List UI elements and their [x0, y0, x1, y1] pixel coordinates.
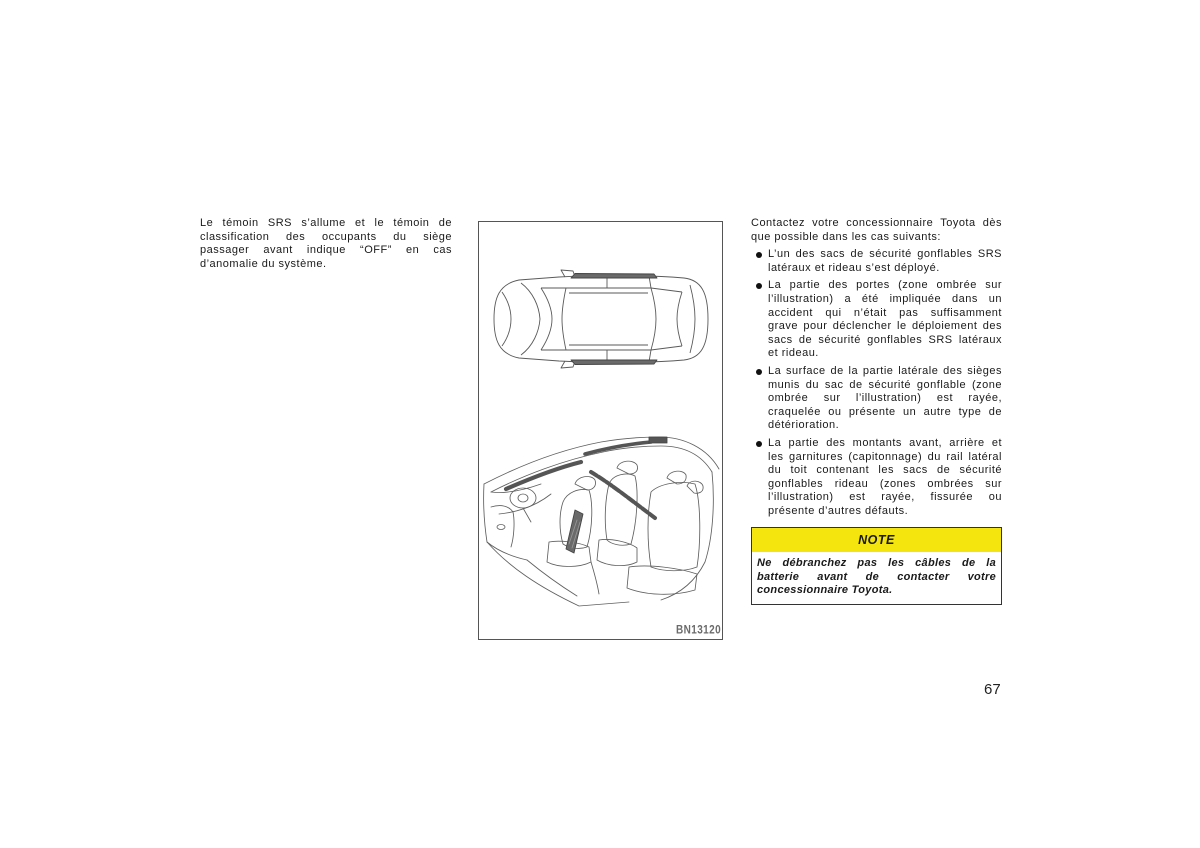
text-line: l’illustration) est rayée, fissurée ou	[768, 491, 1002, 504]
text-line: latéraux et rideau s’est déployé.	[768, 261, 940, 274]
steering-wheel	[510, 488, 536, 508]
left-paragraph	[200, 217, 452, 271]
text-line: du toit contenant les sacs de sécurité	[768, 464, 1002, 477]
bullet-item	[751, 437, 1002, 519]
text-line: concessionnaire Toyota.	[757, 584, 893, 597]
bullet-text	[768, 437, 1002, 519]
curtain-airbag-shading-bottom	[571, 360, 657, 365]
text-line: présente d’autres défauts.	[768, 504, 909, 517]
bullet-dot-icon	[756, 283, 762, 289]
note-box	[751, 527, 1002, 605]
front-bumper-line	[502, 292, 511, 346]
text-line: grave pour déclencher le déploiement des	[768, 320, 1002, 333]
a-pillar-door-frame	[484, 484, 487, 542]
text-line: batterie avant de contacter votre	[757, 570, 996, 583]
text-line: accident qui n’était pas suffisamment	[768, 306, 1002, 319]
trunk-line	[690, 285, 695, 353]
curtain-airbag-shading-rear-block	[649, 437, 667, 443]
bullet-item	[751, 279, 1002, 361]
text-line: La partie des portes (zone ombrée sur	[768, 279, 1002, 292]
text-line: gonflables rideau (zones ombrées sur	[768, 477, 1002, 490]
right-body-side	[661, 472, 713, 600]
rear-headrest-left	[667, 471, 686, 484]
text-line: L’un des sacs de sécurité gonflables SRS	[768, 248, 1002, 261]
door-handle	[497, 525, 505, 530]
text-line: et rideau.	[768, 347, 819, 360]
steering-column	[523, 508, 531, 522]
airbag-illustration	[479, 222, 722, 639]
text-line: les garnitures (capitonnage) du rail latéral	[768, 450, 1002, 463]
text-line: sacs de sécurité gonflables SRS latéraux	[768, 333, 1002, 346]
curtain-airbag-shading-top	[571, 274, 657, 279]
windshield	[541, 288, 566, 350]
text-line: ombrée sur l’illustration) est rayée,	[768, 392, 1002, 405]
note-heading: NOTE	[752, 528, 1001, 552]
text-line: Contactez votre concessionnaire Toyota dès	[751, 217, 1002, 229]
passenger-headrest	[617, 461, 638, 474]
text-line: que possible dans les cas suivants:	[751, 230, 941, 243]
text-line: La partie des montants avant, arrière et	[768, 436, 1002, 449]
side-airbag-shading	[566, 510, 583, 553]
car-top-view-illustration	[494, 270, 708, 368]
rear-window	[651, 288, 682, 350]
hood-line	[521, 283, 540, 355]
text-line: craquelée ou présente un autre type de	[768, 405, 1002, 418]
roof-inner-line	[491, 446, 712, 492]
curtain-airbag-shading-roof	[585, 442, 651, 454]
door-lines	[607, 276, 651, 362]
curtain-airbag-shading-front	[506, 462, 581, 489]
rear-seat-back	[648, 482, 700, 570]
figure-code: BN13120	[676, 624, 722, 637]
right-column	[751, 217, 1002, 518]
car-body-outline	[494, 276, 708, 363]
bullet-dot-icon	[756, 369, 762, 375]
rear-headrest-right	[687, 481, 703, 493]
text-line: passager avant indique “OFF” en cas	[200, 244, 452, 257]
text-line: classification des occupants du siège	[200, 230, 452, 243]
roof-panel	[569, 293, 648, 345]
bullet-text	[768, 279, 1002, 361]
floor-lines	[487, 542, 629, 606]
bullet-dot-icon	[756, 441, 762, 447]
text-line: l’illustration) a été impliquée dans un	[768, 292, 1002, 305]
note-body	[752, 552, 1001, 598]
text-line: d’anomalie du système.	[200, 257, 327, 270]
bullet-text	[768, 365, 1002, 433]
bullet-item	[751, 365, 1002, 433]
bullet-dot-icon	[756, 252, 762, 258]
text-line: détérioration.	[768, 419, 840, 432]
steering-wheel-hub	[518, 494, 528, 502]
bullet-item	[751, 248, 1002, 275]
text-line: Ne débranchez pas les câbles de la	[757, 557, 996, 569]
intro-paragraph	[751, 217, 1002, 244]
text-line: munis du sac de sécurité gonflable (zone	[768, 378, 1002, 391]
front-door-panel	[487, 506, 527, 560]
curtain-airbag-shading-diagonal	[591, 472, 655, 518]
page-number: 67	[984, 681, 1001, 698]
airbag-illustration-box	[478, 221, 723, 640]
text-line: La surface de la partie latérale des sièges	[768, 364, 1002, 377]
bullet-text	[768, 248, 1002, 275]
car-interior-illustration	[484, 437, 719, 606]
text-line: Le témoin SRS s’allume et le témoin de	[200, 217, 452, 229]
driver-headrest	[575, 477, 596, 490]
